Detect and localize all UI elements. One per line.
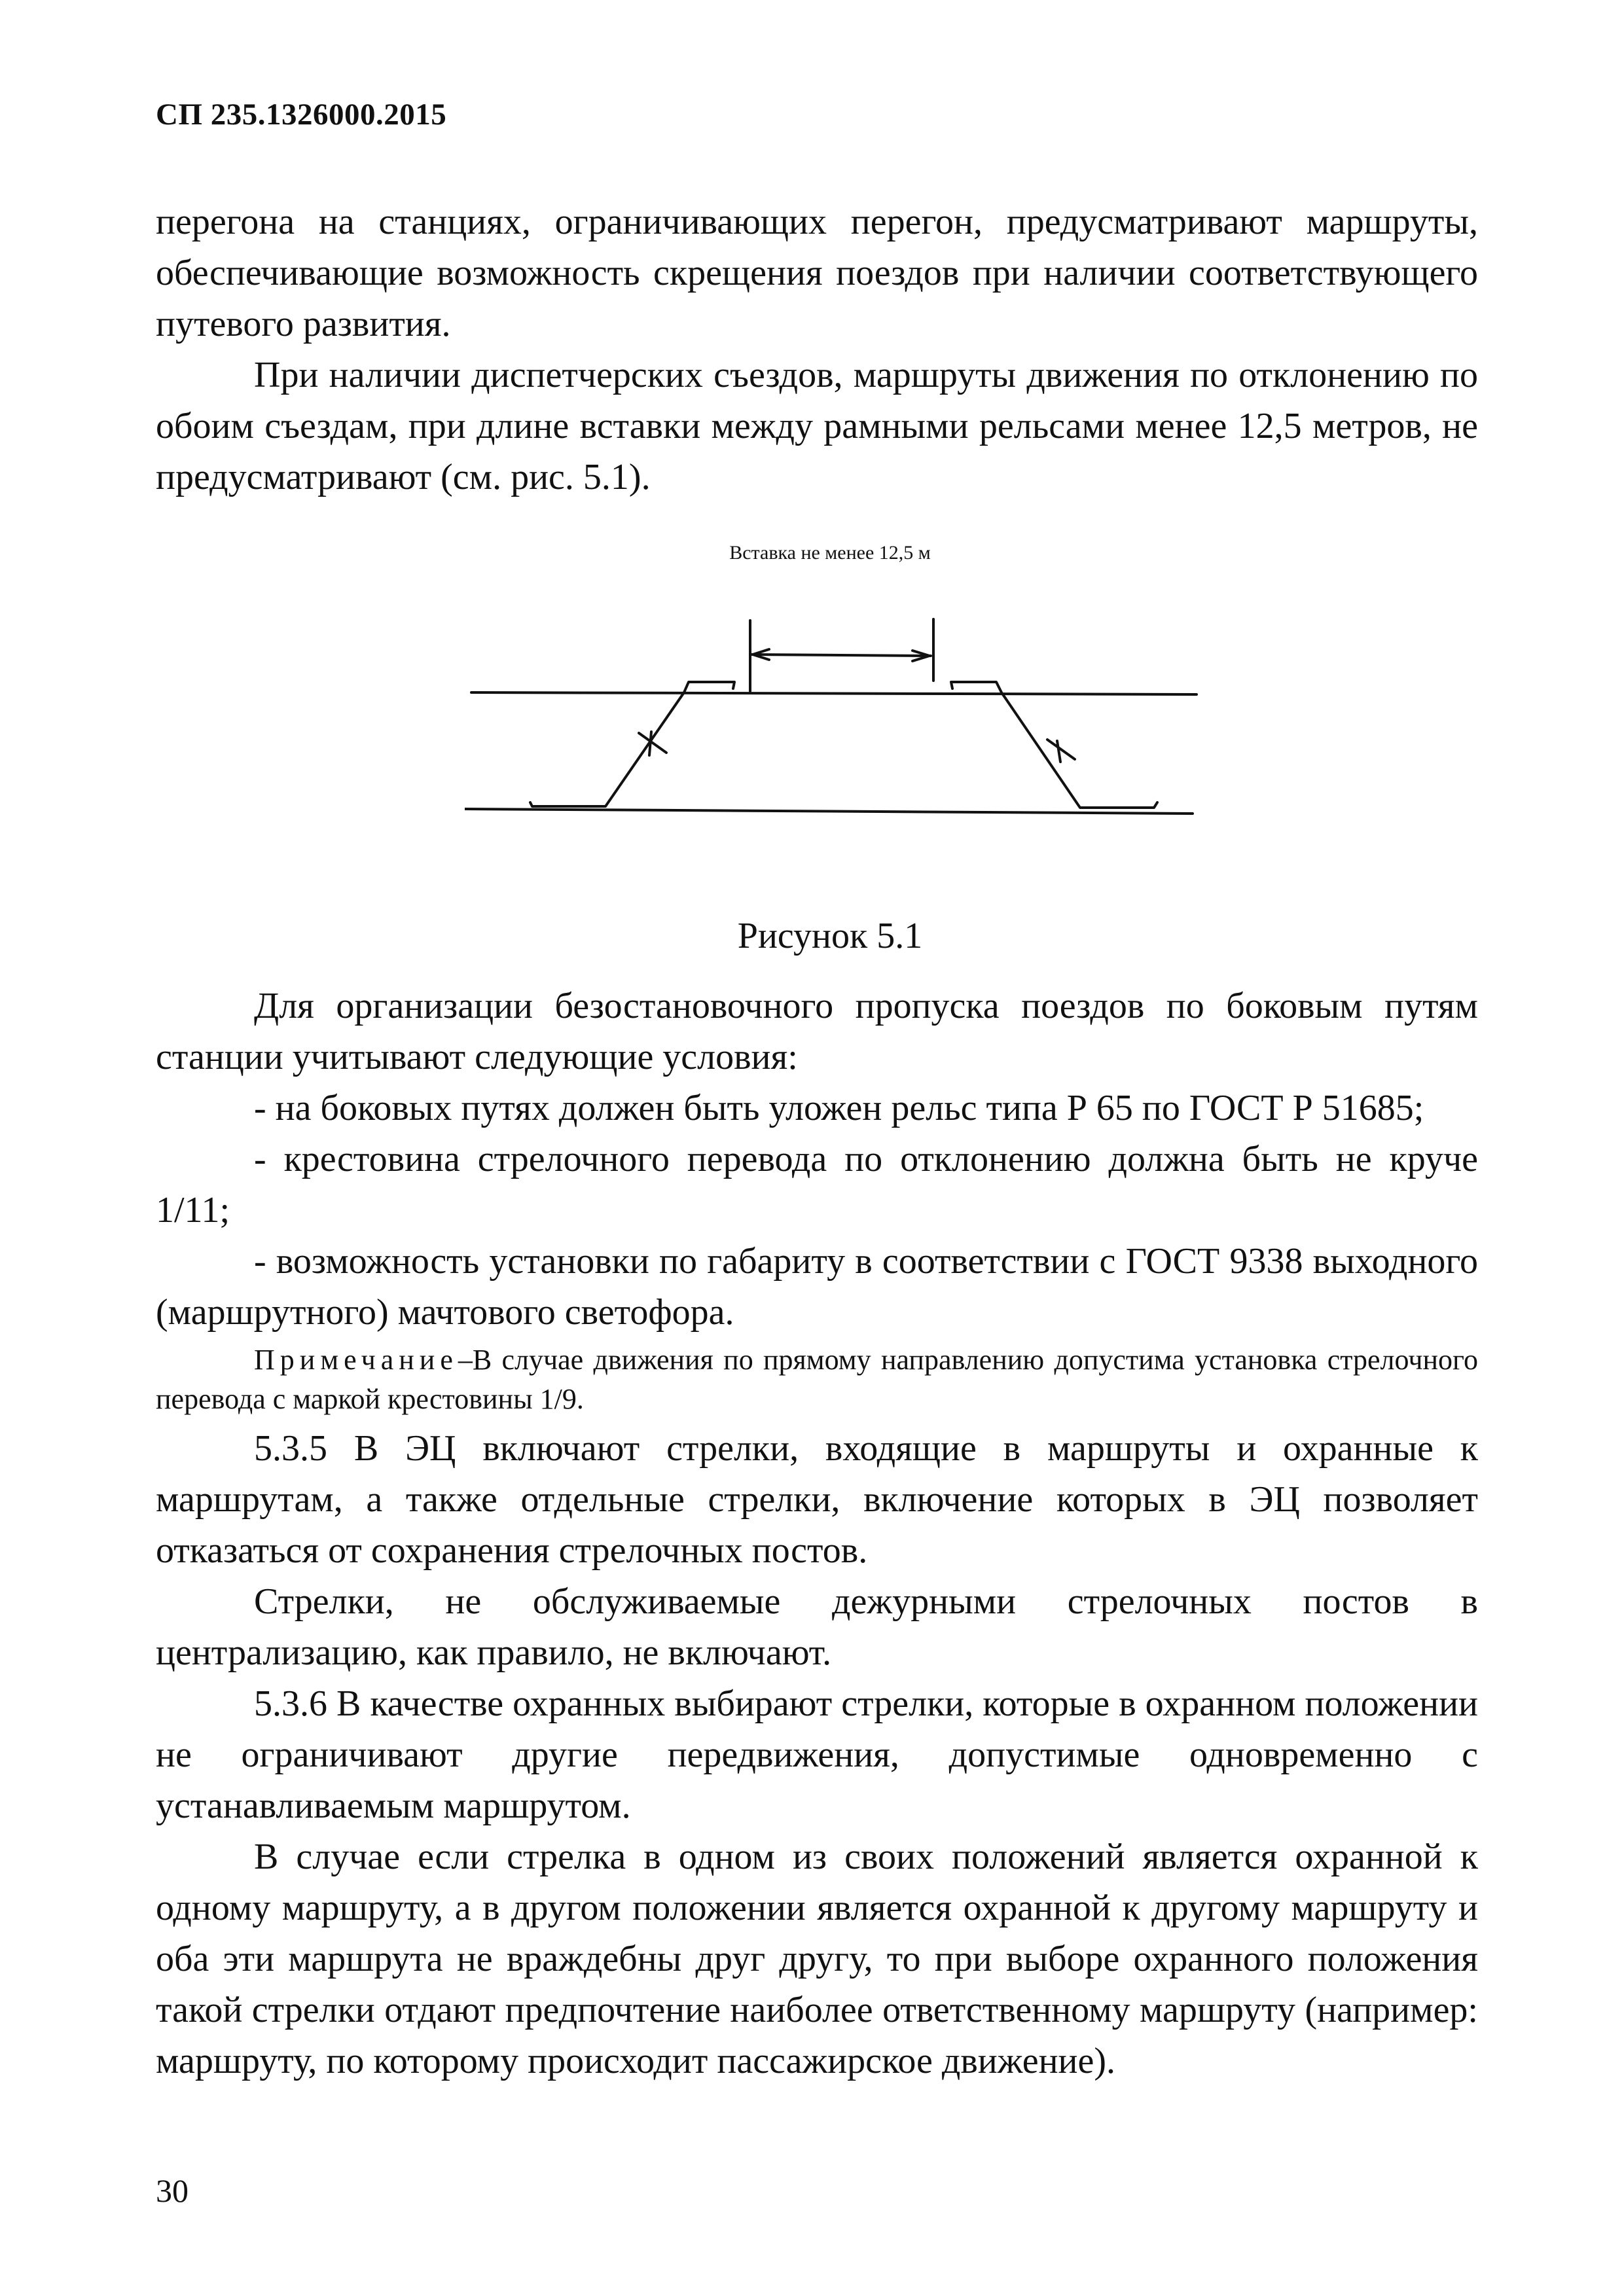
upper-track-line bbox=[471, 692, 1197, 694]
right-switch-tick bbox=[1057, 741, 1060, 762]
right-switch-mark bbox=[1047, 740, 1075, 759]
list-item-signal: - возможность установки по габариту в соответствии с ГОСТ 9338 выходного (маршрутного) мачтового светофора. bbox=[156, 1241, 1478, 1333]
note-text: –В случае движения по прямому направлению допустима установка стрелочного перевода с маркой крестовины 1/9. bbox=[156, 1344, 1478, 1415]
crossover-track-diagram bbox=[465, 601, 1211, 863]
paragraph-8: Стрелки, не обслуживаемые дежурными стрелочных постов в централизацию, как правило, не включают. bbox=[156, 1581, 1478, 1673]
note-label: Примечание bbox=[254, 1344, 458, 1376]
figure-caption: Рисунок 5.1 bbox=[737, 916, 923, 956]
paragraph-1: перегона на станциях, ограничивающих перегон, предусматривают маршруты, обеспечивающие возможность скрещения поездов при наличии соответствующего путевого развития. bbox=[156, 202, 1478, 344]
clause-5-3-5: 5.3.5 В ЭЦ включают стрелки, входящие в маршруты и охранные к маршрутам, а также отдельные стрелки, включение которых в ЭЦ позволяет отказаться от сохранения стрелочных постов. bbox=[156, 1428, 1478, 1571]
document-code-header: СП 235.1326000.2015 bbox=[156, 98, 447, 132]
left-crossover bbox=[530, 682, 734, 806]
figure-5-1 bbox=[156, 542, 1478, 980]
list-item-rail-type: - на боковых путях должен быть уложен рельс типа Р 65 по ГОСТ Р 51685; bbox=[254, 1088, 1424, 1128]
clause-5-3-6: 5.3.6 В качестве охранных выбирают стрелки, которые в охранном положении не ограничивают другие передвижения, допустимые одновременно с устанавливаемым маршрутом. bbox=[156, 1683, 1478, 1826]
note bbox=[156, 1340, 1478, 1419]
page-number: 30 bbox=[156, 2172, 189, 2209]
paragraph-3: Для организации безостановочного пропуска поездов по боковым путям станции учитывают следующие условия: bbox=[156, 986, 1478, 1077]
paragraph-10: В случае если стрелка в одном из своих положений является охранной к одному маршруту, а в другом положении является охранной к другому маршруту и оба эти маршрута не враждебны друг другу, то при выборе охранного положения такой стрелки отдают предпочтение наиболее ответственному маршруту (например: маршруту, по которому происходит пассажирское движение). bbox=[156, 1837, 1478, 2081]
list-item-frog: - крестовина стрелочного перевода по отклонению должна быть не круче 1/11; bbox=[156, 1139, 1478, 1230]
insert-dimension-label: Вставка не менее 12,5 м bbox=[729, 542, 931, 564]
dimension-line bbox=[751, 655, 931, 656]
paragraph-2: При наличии диспетчерских съездов, маршруты движения по отклонению по обоим съездам, при длине вставки между рамными рельсами менее 12,5 метров, не предусматривают (см. рис. 5.1). bbox=[156, 355, 1478, 497]
left-switch-tick bbox=[649, 732, 651, 755]
page-body bbox=[156, 196, 1478, 2087]
lower-track-line bbox=[465, 809, 1193, 814]
